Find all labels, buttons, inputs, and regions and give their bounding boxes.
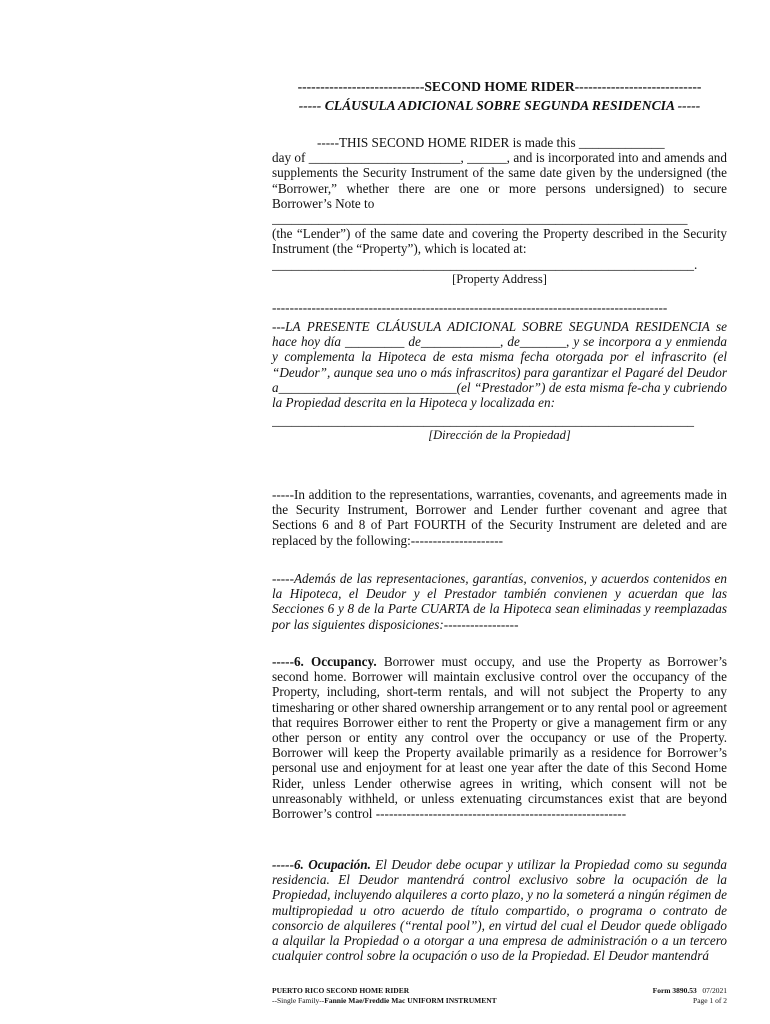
direccion-label: [Dirección de la Propiedad] <box>428 428 571 443</box>
occupancy-english <box>272 654 727 821</box>
ocupacion-heading: -----6. Ocupación. <box>272 857 371 872</box>
intro-english-first-line: -----THIS SECOND HOME RIDER is made this _____________ <box>317 135 665 150</box>
property-address-line: ________________________________________________________________. <box>272 256 698 272</box>
direccion-line: ________________________________________________________________ <box>272 413 694 429</box>
rider-title: ----------------------------SECOND HOME RIDER---------------------------- <box>297 79 702 94</box>
additional-covenants-spanish: -----Además de las representaciones, garantías, convenios, y acuerdos contenidos en la Hipoteca, el Deudor y el Prestador también convienen y acuerdan que las Secciones 6 y 8 de la Parte CUARTA de la Hipoteca sean eliminadas y reemplazadas por las siguientes disposiciones:----------------- <box>272 571 727 632</box>
occupancy-heading: -----6. Occupancy. <box>272 654 377 669</box>
lender-blank-line: _______________________________________________________________ <box>272 211 688 227</box>
footer-family: --Single Family-- <box>272 996 325 1005</box>
intro-english-body-2: (the “Lender”) of the same date and covering the Property described in the Security Instrument (the “Property”), which is located at: <box>272 226 727 257</box>
ocupacion-spanish <box>272 857 727 963</box>
rider-title-spanish: ----- CLÁUSULA ADICIONAL SOBRE SEGUNDA RESIDENCIA ----- <box>298 98 701 113</box>
ocupacion-text: El Deudor debe ocupar y utilizar la Propiedad como su segunda residencia. El Deudor mantendrá control exclusivo sobre la ocupación de la Propiedad, incluyendo alquileres a corto plazo, y no la someterá a ningún régimen de multipropiedad u otro acuerdo de título compartido, o programa o contrato de consorcio de alquileres (“rental pool”), en virtud del cual el Deudor quede obligado a alquilar la Propiedad o a otorgar a una empresa de administración o a un tercero cualquier control sobre la ocupación o uso de la Propiedad. El Deudor mantendrá <box>272 857 727 964</box>
section-divider: ------------------------------------------------------------------------------------------ <box>272 300 668 315</box>
form-number: Form 3890.53 <box>652 986 697 995</box>
additional-covenants-english: -----In addition to the representations, warranties, covenants, and agreements made in the Security Instrument, Borrower and Lender further covenant and agree that Sections 6 and 8 of Part FOURTH of the Security Instrument are deleted and are replaced by the following:--------------------- <box>272 487 727 548</box>
property-address-label: [Property Address] <box>452 271 547 286</box>
intro-spanish <box>272 319 727 444</box>
footer-uniform-instrument: Fannie Mae/Freddie Mac UNIFORM INSTRUMENT <box>324 996 497 1005</box>
footer-form-title: PUERTO RICO SECOND HOME RIDER <box>272 986 410 995</box>
footer-instrument <box>272 996 497 1006</box>
footer-form-number <box>653 986 727 996</box>
occupancy-text: Borrower must occupy, and use the Property as Borrower’s second home. Borrower will maintain exclusive control over the occupancy of the Property, including, short-term rentals, and will not subject the Property to any timesharing or other shared ownership arrangement or to any rental pool or agreement that requires Borrower either to rent the Property or give a management firm or any other person or entity any control over the occupancy or use of the Property. Borrower will keep the Property available primarily as a residence for Borrower’s personal use and enjoyment for at least one year after the date of this Second Home Rider, unless Lender otherwise agrees in writing, which consent will not be unreasonably withheld, or unless extenuating circumstances exist that are beyond Borrower’s control --------------------------------------------------------- <box>272 654 727 822</box>
intro-english <box>272 135 727 287</box>
intro-spanish-body: ---LA PRESENTE CLÁUSULA ADICIONAL SOBRE SEGUNDA RESIDENCIA se hace hoy día _________ de____________, de_______, y se incorpora a y enmienda y complementa la Hipoteca de esta misma fecha otorgada por el infrascrito (el “Deudor”, aunque sea uno o más infrascritos) para garantizar el Pagaré del Deudor a___________________________(el “Prestador”) de esta misma fe-cha y cubriendo la Propiedad descrita en la Hipoteca y localizada en: <box>272 319 727 411</box>
page-footer <box>272 986 727 1006</box>
intro-english-body: day of _______________________, ______, and is incorporated into and amends and supplements the Security Instrument of the same date given by the undersigned (the “Borrower,” whether there are one or more persons undersigned) to secure Borrower’s Note to <box>272 150 727 211</box>
page-number: Page 1 of 2 <box>693 996 727 1005</box>
form-date: 07/2021 <box>702 986 727 995</box>
